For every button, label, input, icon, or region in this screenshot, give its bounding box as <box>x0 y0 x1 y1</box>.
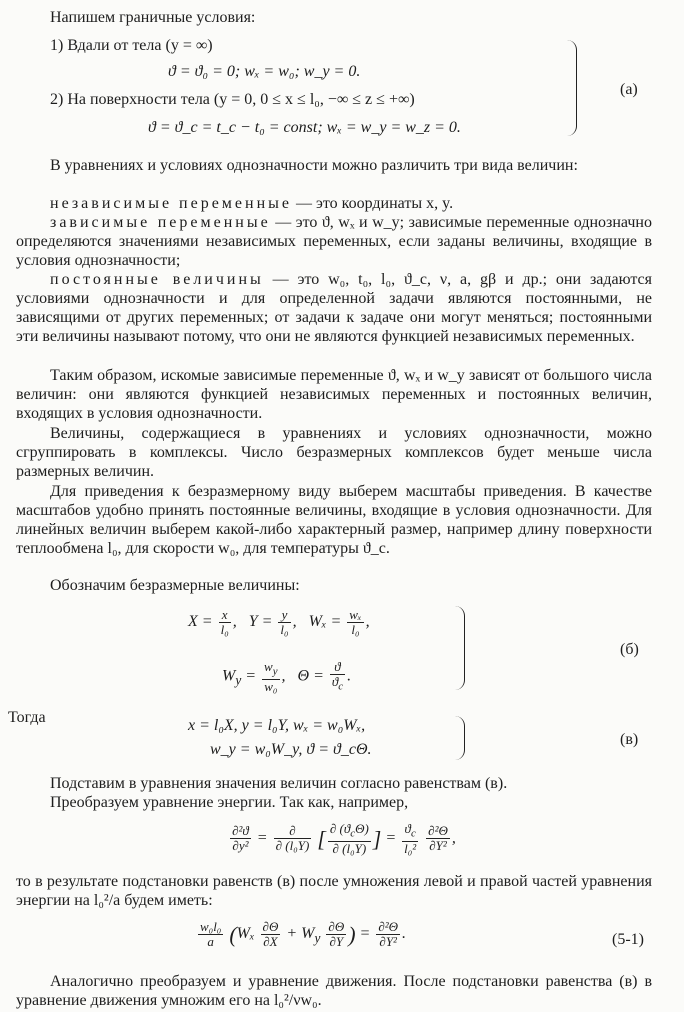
brace-a <box>566 40 577 136</box>
item-independent-text: — это координаты x, y. <box>292 195 454 212</box>
condition-1-title: 1) Вдали от тела (y = ∞) <box>50 37 213 54</box>
equation-5-1: $\frac{\text{w₀l₀}}{a}$ (Wₓ $\frac{\partial\Theta}{\partial X}$ + $W_y$ $\frac{\partial\Theta}{\partial Y}$ ) = $\frac{\text{∂²Θ}}{\text{∂Y²}}$ . <box>200 919 407 949</box>
item-constant-quantities <box>16 270 652 346</box>
brace-b <box>454 606 465 690</box>
paragraph-after-substitution: то в результате подстановки равенств (в) после умножения левой и правой частей уравнения энергии на l₀²/a будем иметь: <box>16 873 652 909</box>
paragraph-complexes: Величины, содержащиеся в уравнениях и условиях однозначности, можно сгруппировать в комплексы. Число безразмерных комплексов будет меньше числа размерных величин. <box>16 425 652 480</box>
condition-2-equation: ϑ = ϑ_c = t_c − t₀ = const; wₓ = w_y = w_z = 0. <box>148 119 461 136</box>
item-constant-text: — это w₀, t₀, l₀, ϑ_c, ν, a, gβ и др.; они задаются условиями однозначности и для определенной задачи являются постоянными, не зависящими от других переменных; от задачи к задаче они могут меняться; постоянными эти величины называют потому, что они не являются функцией независимых переменных. <box>16 271 653 345</box>
equation-b-row1: X = $\frac{x}{\text{l₀}}$ , Y = $\frac{y}{\text{l₀}}$ , Wₓ = $\frac{\text{wₓ}}{\text{l₀}}$ , <box>188 607 370 637</box>
equation-b-row2: $W_y$ = $\frac{w_y}{\text{w₀}}$ , Θ = $\frac{ϑ}{ϑ_c}$ . <box>222 659 352 694</box>
equation-label-b: (б) <box>620 641 639 658</box>
paragraph-transform-energy: Преобразуем уравнение энергии. Так как, например, <box>50 794 409 811</box>
equation-second-derivative: $\frac{\text{∂²ϑ}}{\text{∂y²}}$ = $\frac{\partial}{\text{∂ (l₀Y)}}$ [ $\frac{\partial (ϑ_c\Theta)}{\text{∂ (l₀Y)}}$ ] = $\frac{ϑ_c}{\text{l₀²}}$ $\frac{\text{∂²Θ}}{\text{∂Y²}}$ , <box>232 821 456 856</box>
equation-label-5-1: (5-1) <box>612 931 644 948</box>
paragraph-kinds-of-quantities: В уравнениях и условиях однозначности можно различить три вида величин: <box>50 157 578 174</box>
brace-v <box>454 716 465 760</box>
equation-v-row1: x = l₀X, y = l₀Y, wₓ = w₀Wₓ, <box>188 717 366 734</box>
paragraph-momentum: Аналогично преобразуем и уравнение движения. После подстановки равенства (в) в уравнение движения умножим его на l₀²/νw₀. <box>16 973 652 1009</box>
equation-label-v: (в) <box>620 731 639 748</box>
item-independent-variables <box>16 194 652 213</box>
item-dependent-variables <box>16 213 652 270</box>
equation-label-a: (a) <box>620 81 638 98</box>
condition-2-title: 2) На поверхности тела (y = 0, 0 ≤ x ≤ l₀, −∞ ≤ z ≤ +∞) <box>50 91 415 108</box>
term-constant: постоянные величины <box>50 271 264 288</box>
term-independent: независимые переменные <box>50 195 293 212</box>
condition-1-equation: ϑ = ϑ₀ = 0; wₓ = w₀; w_y = 0. <box>168 63 361 80</box>
paragraph-dimensionless-intro: Обозначим безразмерные величины: <box>50 577 300 594</box>
item-dependent-text: — это ϑ, wₓ и w_y; зависимые переменные однозначно определяются значениями независимых переменных, если заданы величины, входящие в условия однозначности; <box>16 214 652 269</box>
term-dependent: зависимые переменные <box>50 214 271 231</box>
paragraph-dependent-summary: Таким образом, искомые зависимые переменные ϑ, wₓ и w_y зависят от большого числа величин: они являются функцией независимых переменных и постоянных величин, входящих в условия однозначности. <box>16 367 652 422</box>
heading: Напишем граничные условия: <box>50 9 256 26</box>
paragraph-scales: Для приведения к безразмерному виду выберем масштабы приведения. В качестве масштабов удобно принять постоянные величины, входящие в условия однозначности. Для линейных величин выберем какой-либо характерный размер, например длину поверхности теплообмена l₀, для скорости w₀, для температуры ϑ_c. <box>16 483 652 557</box>
equation-v-row2: w_y = w₀W_y, ϑ = ϑ_cΘ. <box>210 741 372 758</box>
word-togda: Тогда <box>8 709 46 726</box>
paragraph-substitute: Подставим в уравнения значения величин согласно равенствам (в). <box>50 775 508 792</box>
